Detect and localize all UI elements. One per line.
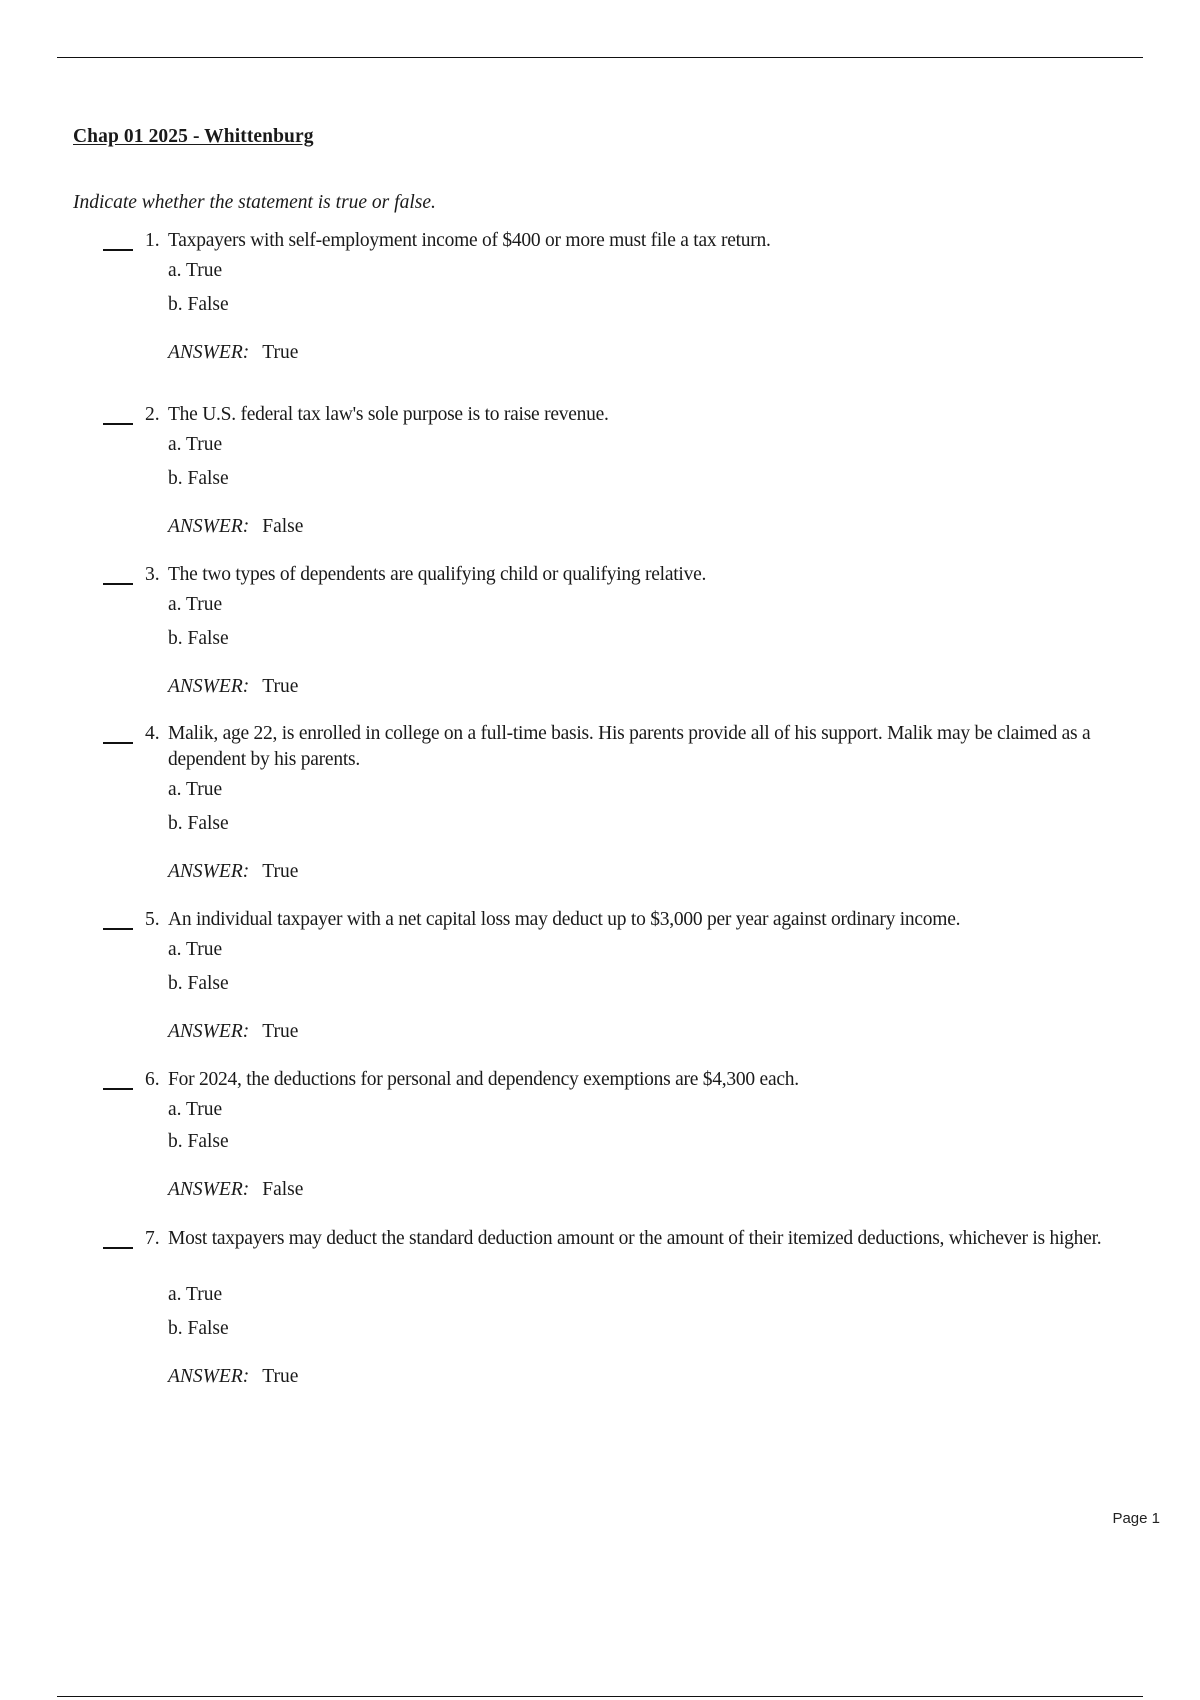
answer-value: False (262, 1179, 304, 1200)
answer-line (168, 1019, 298, 1045)
answer-blank[interactable] (103, 1088, 133, 1090)
question-number: 6. (145, 1069, 160, 1090)
answer-line (168, 674, 298, 700)
answer-value: True (262, 342, 299, 363)
answer-blank[interactable] (103, 1247, 133, 1249)
answer-blank[interactable] (103, 928, 133, 930)
option-b: b. False (168, 973, 229, 994)
answer-label: ANSWER: (168, 342, 250, 363)
instructions: Indicate whether the statement is true or false. (73, 192, 436, 213)
top-rule (57, 57, 1143, 58)
answer-blank[interactable] (103, 249, 133, 251)
option-a: a. True (168, 260, 223, 281)
option-a: a. True (168, 594, 223, 615)
bottom-rule (57, 1696, 1143, 1697)
option-b: b. False (168, 1131, 229, 1152)
question-number: 3. (145, 564, 160, 585)
answer-label: ANSWER: (168, 861, 250, 882)
option-b: b. False (168, 294, 229, 315)
answer-value: False (262, 516, 304, 537)
option-b: b. False (168, 813, 229, 834)
answer-blank[interactable] (103, 742, 133, 744)
question-text: An individual taxpayer with a net capital loss may deduct up to $3,000 per year against ordinary income. (168, 909, 961, 930)
question-number: 5. (145, 909, 160, 930)
page-number: Page 1 (1112, 1510, 1160, 1527)
option-a: a. True (168, 434, 223, 455)
answer-value: True (262, 861, 299, 882)
answer-label: ANSWER: (168, 1021, 250, 1042)
question-number: 4. (145, 723, 160, 744)
answer-line (168, 340, 298, 366)
answer-label: ANSWER: (168, 1179, 250, 1200)
option-a: a. True (168, 1284, 223, 1305)
document-title: Chap 01 2025 - Whittenburg (73, 126, 314, 147)
question-text: Malik, age 22, is enrolled in college on a full-time basis. His parents provide all of his support. Malik may be claimed as a dependent by his parents. (168, 723, 1091, 770)
question-text: The two types of dependents are qualifying child or qualifying relative. (168, 564, 707, 585)
question-number: 1. (145, 230, 160, 251)
answer-blank[interactable] (103, 583, 133, 585)
answer-value: True (262, 1021, 299, 1042)
question-number: 7. (145, 1228, 160, 1249)
answer-line (168, 859, 298, 885)
answer-line (168, 1177, 303, 1203)
question-text: For 2024, the deductions for personal and dependency exemptions are $4,300 each. (168, 1069, 799, 1090)
question-text: Taxpayers with self-employment income of $400 or more must file a tax return. (168, 230, 771, 251)
question-text: The U.S. federal tax law's sole purpose is to raise revenue. (168, 404, 609, 425)
answer-line (168, 1364, 298, 1390)
option-b: b. False (168, 468, 229, 489)
answer-blank[interactable] (103, 423, 133, 425)
answer-label: ANSWER: (168, 1366, 250, 1387)
question-number: 2. (145, 404, 160, 425)
answer-value: True (262, 676, 299, 697)
answer-line (168, 514, 303, 540)
option-b: b. False (168, 628, 229, 649)
option-a: a. True (168, 1099, 223, 1120)
option-b: b. False (168, 1318, 229, 1339)
answer-label: ANSWER: (168, 676, 250, 697)
answer-value: True (262, 1366, 299, 1387)
option-a: a. True (168, 939, 223, 960)
answer-label: ANSWER: (168, 516, 250, 537)
question-text: Most taxpayers may deduct the standard deduction amount or the amount of their itemized deductions, whichever is higher. (168, 1228, 1102, 1249)
option-a: a. True (168, 779, 223, 800)
